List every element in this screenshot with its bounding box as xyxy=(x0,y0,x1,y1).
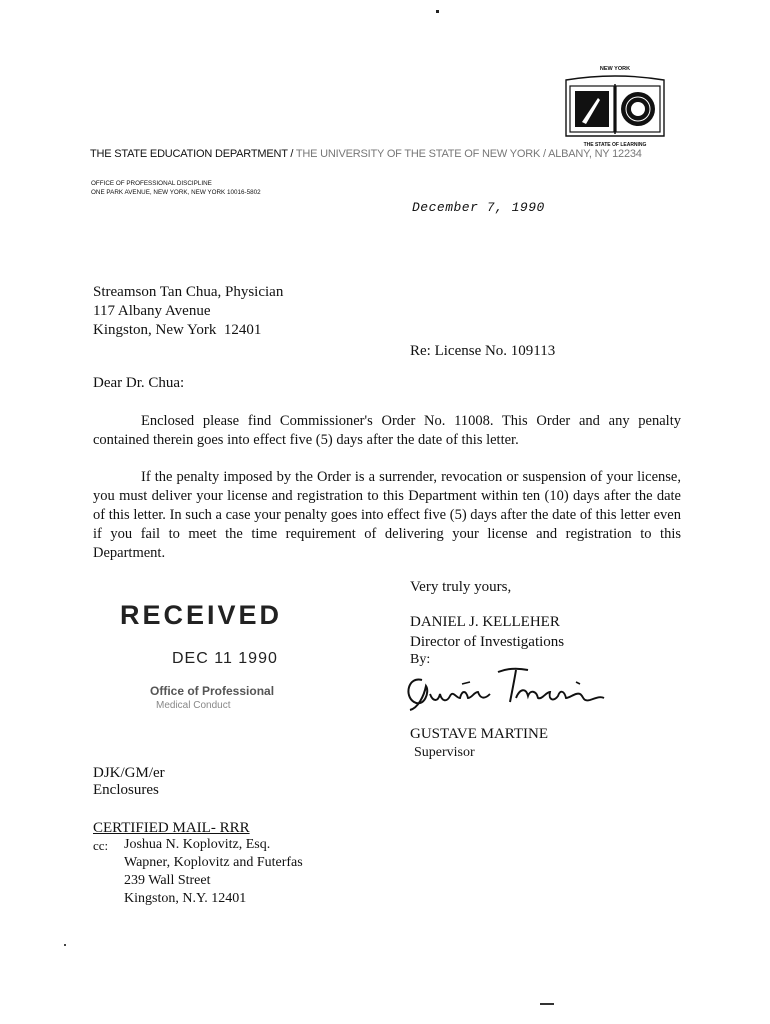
scan-speck xyxy=(540,1003,554,1005)
received-stamp-word: RECEIVED xyxy=(120,600,283,630)
seal-bottom-text: THE STATE OF LEARNING xyxy=(583,142,647,148)
reference-line: Re: License No. 109113 xyxy=(410,343,556,359)
letterhead-university: THE UNIVERSITY OF THE STATE OF NEW YORK / ALBANY, NY 12234 xyxy=(295,148,642,160)
cc-firm: Wapner, Koplovitz and Futerfas xyxy=(124,855,303,870)
recipient-name: Streamson Tan Chua, Physician xyxy=(93,284,284,300)
signer-by: By: xyxy=(410,652,431,667)
body-paragraph-1: Enclosed please find Commissioner's Order No. 11008. This Order and any penalty contained therein goes into effect five (5) days after the date of this letter. xyxy=(93,413,681,448)
signer-name: DANIEL J. KELLEHER xyxy=(410,614,560,630)
signer2-title: Supervisor xyxy=(414,745,475,760)
closing: Very truly yours, xyxy=(410,579,512,595)
state-seal xyxy=(560,64,670,150)
cc-name: Joshua N. Koplovitz, Esq. xyxy=(124,837,271,852)
seal-top-text: NEW YORK xyxy=(599,66,631,72)
handwritten-signature xyxy=(400,662,610,714)
received-stamp xyxy=(120,600,320,720)
office-line-2: ONE PARK AVENUE, NEW YORK, NEW YORK 10016-5802 xyxy=(91,189,261,196)
office-line-1: OFFICE OF PROFESSIONAL DISCIPLINE xyxy=(91,180,212,187)
received-stamp-date: DEC 11 1990 xyxy=(172,650,278,667)
recipient-street: 117 Albany Avenue xyxy=(93,303,211,319)
cc-street: 239 Wall Street xyxy=(124,873,211,888)
letterhead-department: THE STATE EDUCATION DEPARTMENT / xyxy=(90,148,296,160)
scan-speck xyxy=(436,10,439,13)
initials: DJK/GM/er xyxy=(93,765,165,781)
received-stamp-line-1: Office of Professional xyxy=(150,684,275,698)
received-stamp-line-2: Medical Conduct xyxy=(156,700,231,711)
recipient-city: Kingston, New York 12401 xyxy=(93,322,262,338)
letter-date: December 7, 1990 xyxy=(412,200,545,215)
letterhead xyxy=(90,148,642,160)
body-paragraph-2: If the penalty imposed by the Order is a surrender, revocation or suspension of your license, you must deliver your license and registration to this Department within ten (10) days after the date of this letter. In such a case your penalty goes into effect five (5) days after the date of this letter even if you fail to meet the time requirement of delivering your license and registration to this Department. xyxy=(93,469,681,561)
signer2-name: GUSTAVE MARTINE xyxy=(410,726,549,742)
cc-city: Kingston, N.Y. 12401 xyxy=(124,891,247,906)
enclosures: Enclosures xyxy=(93,782,159,798)
seal-emblem-icon xyxy=(560,74,670,142)
signer-title: Director of Investigations xyxy=(410,634,565,650)
certified-mail: CERTIFIED MAIL- RRR xyxy=(93,820,250,836)
cc-label: cc: xyxy=(93,838,109,853)
scan-speck xyxy=(64,944,66,946)
salutation: Dear Dr. Chua: xyxy=(93,375,185,391)
